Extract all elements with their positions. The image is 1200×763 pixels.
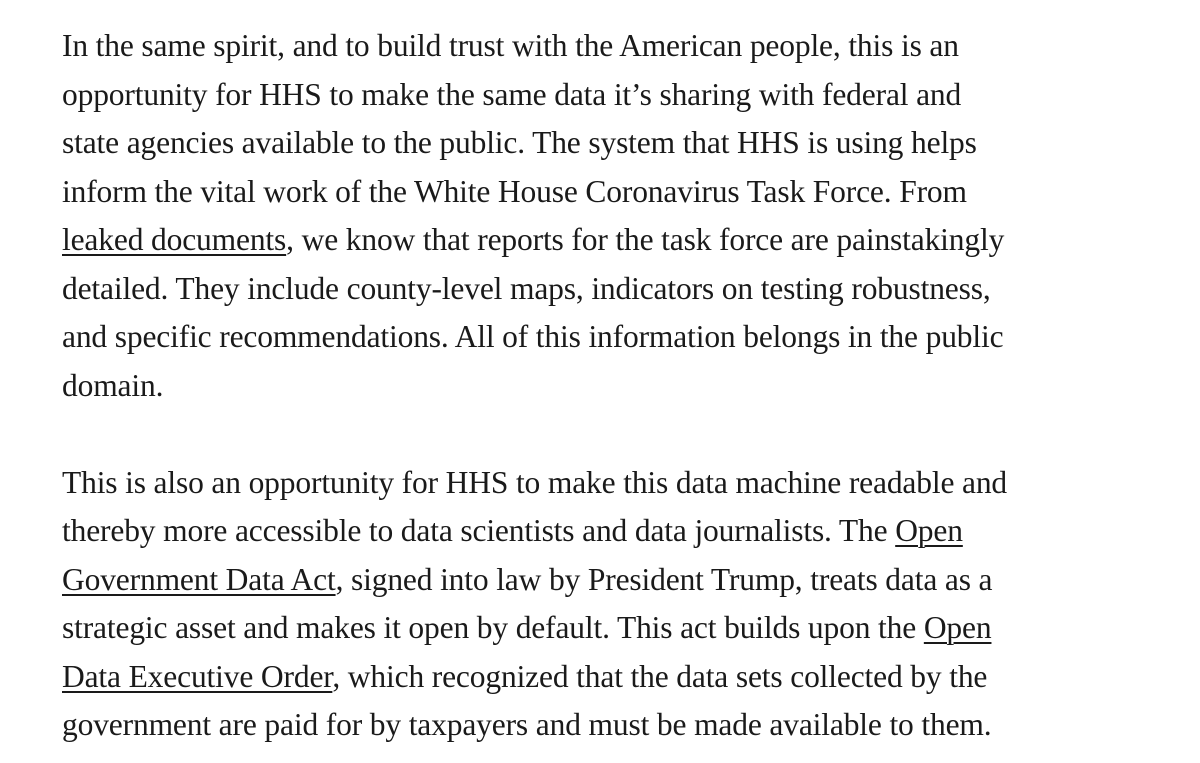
text-line: This is also an opportunity for HHS to make this data machine readable and — [62, 464, 1008, 500]
text-segment: thereby more accessible to data scientists and data journalists. The — [62, 513, 896, 548]
open-data-executive-order-link[interactable]: Open — [923, 610, 992, 645]
text-line: state agencies available to the public. The system that HHS is using helps — [62, 125, 977, 160]
paragraph-machine-readable — [62, 459, 1122, 750]
text-line: opportunity for HHS to make the same data it’s sharing with federal and — [62, 76, 962, 112]
text-line: In the same spirit, and to build trust with the American people, this is an — [62, 28, 959, 63]
text-line — [62, 216, 1122, 265]
paragraph-hhs-public-data — [62, 22, 1122, 410]
text-segment: , which recognized that the data sets collected by the — [332, 658, 988, 694]
text-line: domain. — [62, 367, 164, 403]
text-line: and specific recommendations. All of this information belongs in the public — [62, 319, 1004, 354]
text-line — [62, 556, 1122, 605]
leaked-documents-link[interactable]: leaked documents — [62, 222, 287, 257]
text-line — [62, 604, 1122, 653]
open-government-data-act-link[interactable]: Government Data Act — [62, 561, 336, 597]
text-line: government are paid for by taxpayers and must be made available to them. — [62, 707, 992, 742]
text-line: detailed. They include county-level maps, indicators on testing robustness, — [62, 270, 991, 306]
text-line — [62, 507, 1122, 556]
text-segment: , signed into law by President Trump, treats data as a — [335, 561, 993, 597]
text-line: inform the vital work of the White House Coronavirus Task Force. From — [62, 173, 967, 209]
text-segment: , we know that reports for the task force are painstakingly — [286, 222, 1005, 257]
article-body — [62, 22, 1122, 750]
open-government-data-act-link[interactable]: Open — [895, 513, 963, 548]
open-data-executive-order-link[interactable]: Data Executive Order — [62, 658, 333, 694]
text-line — [62, 653, 1122, 702]
text-segment: strategic asset and makes it open by default. This act builds upon the — [62, 610, 924, 645]
